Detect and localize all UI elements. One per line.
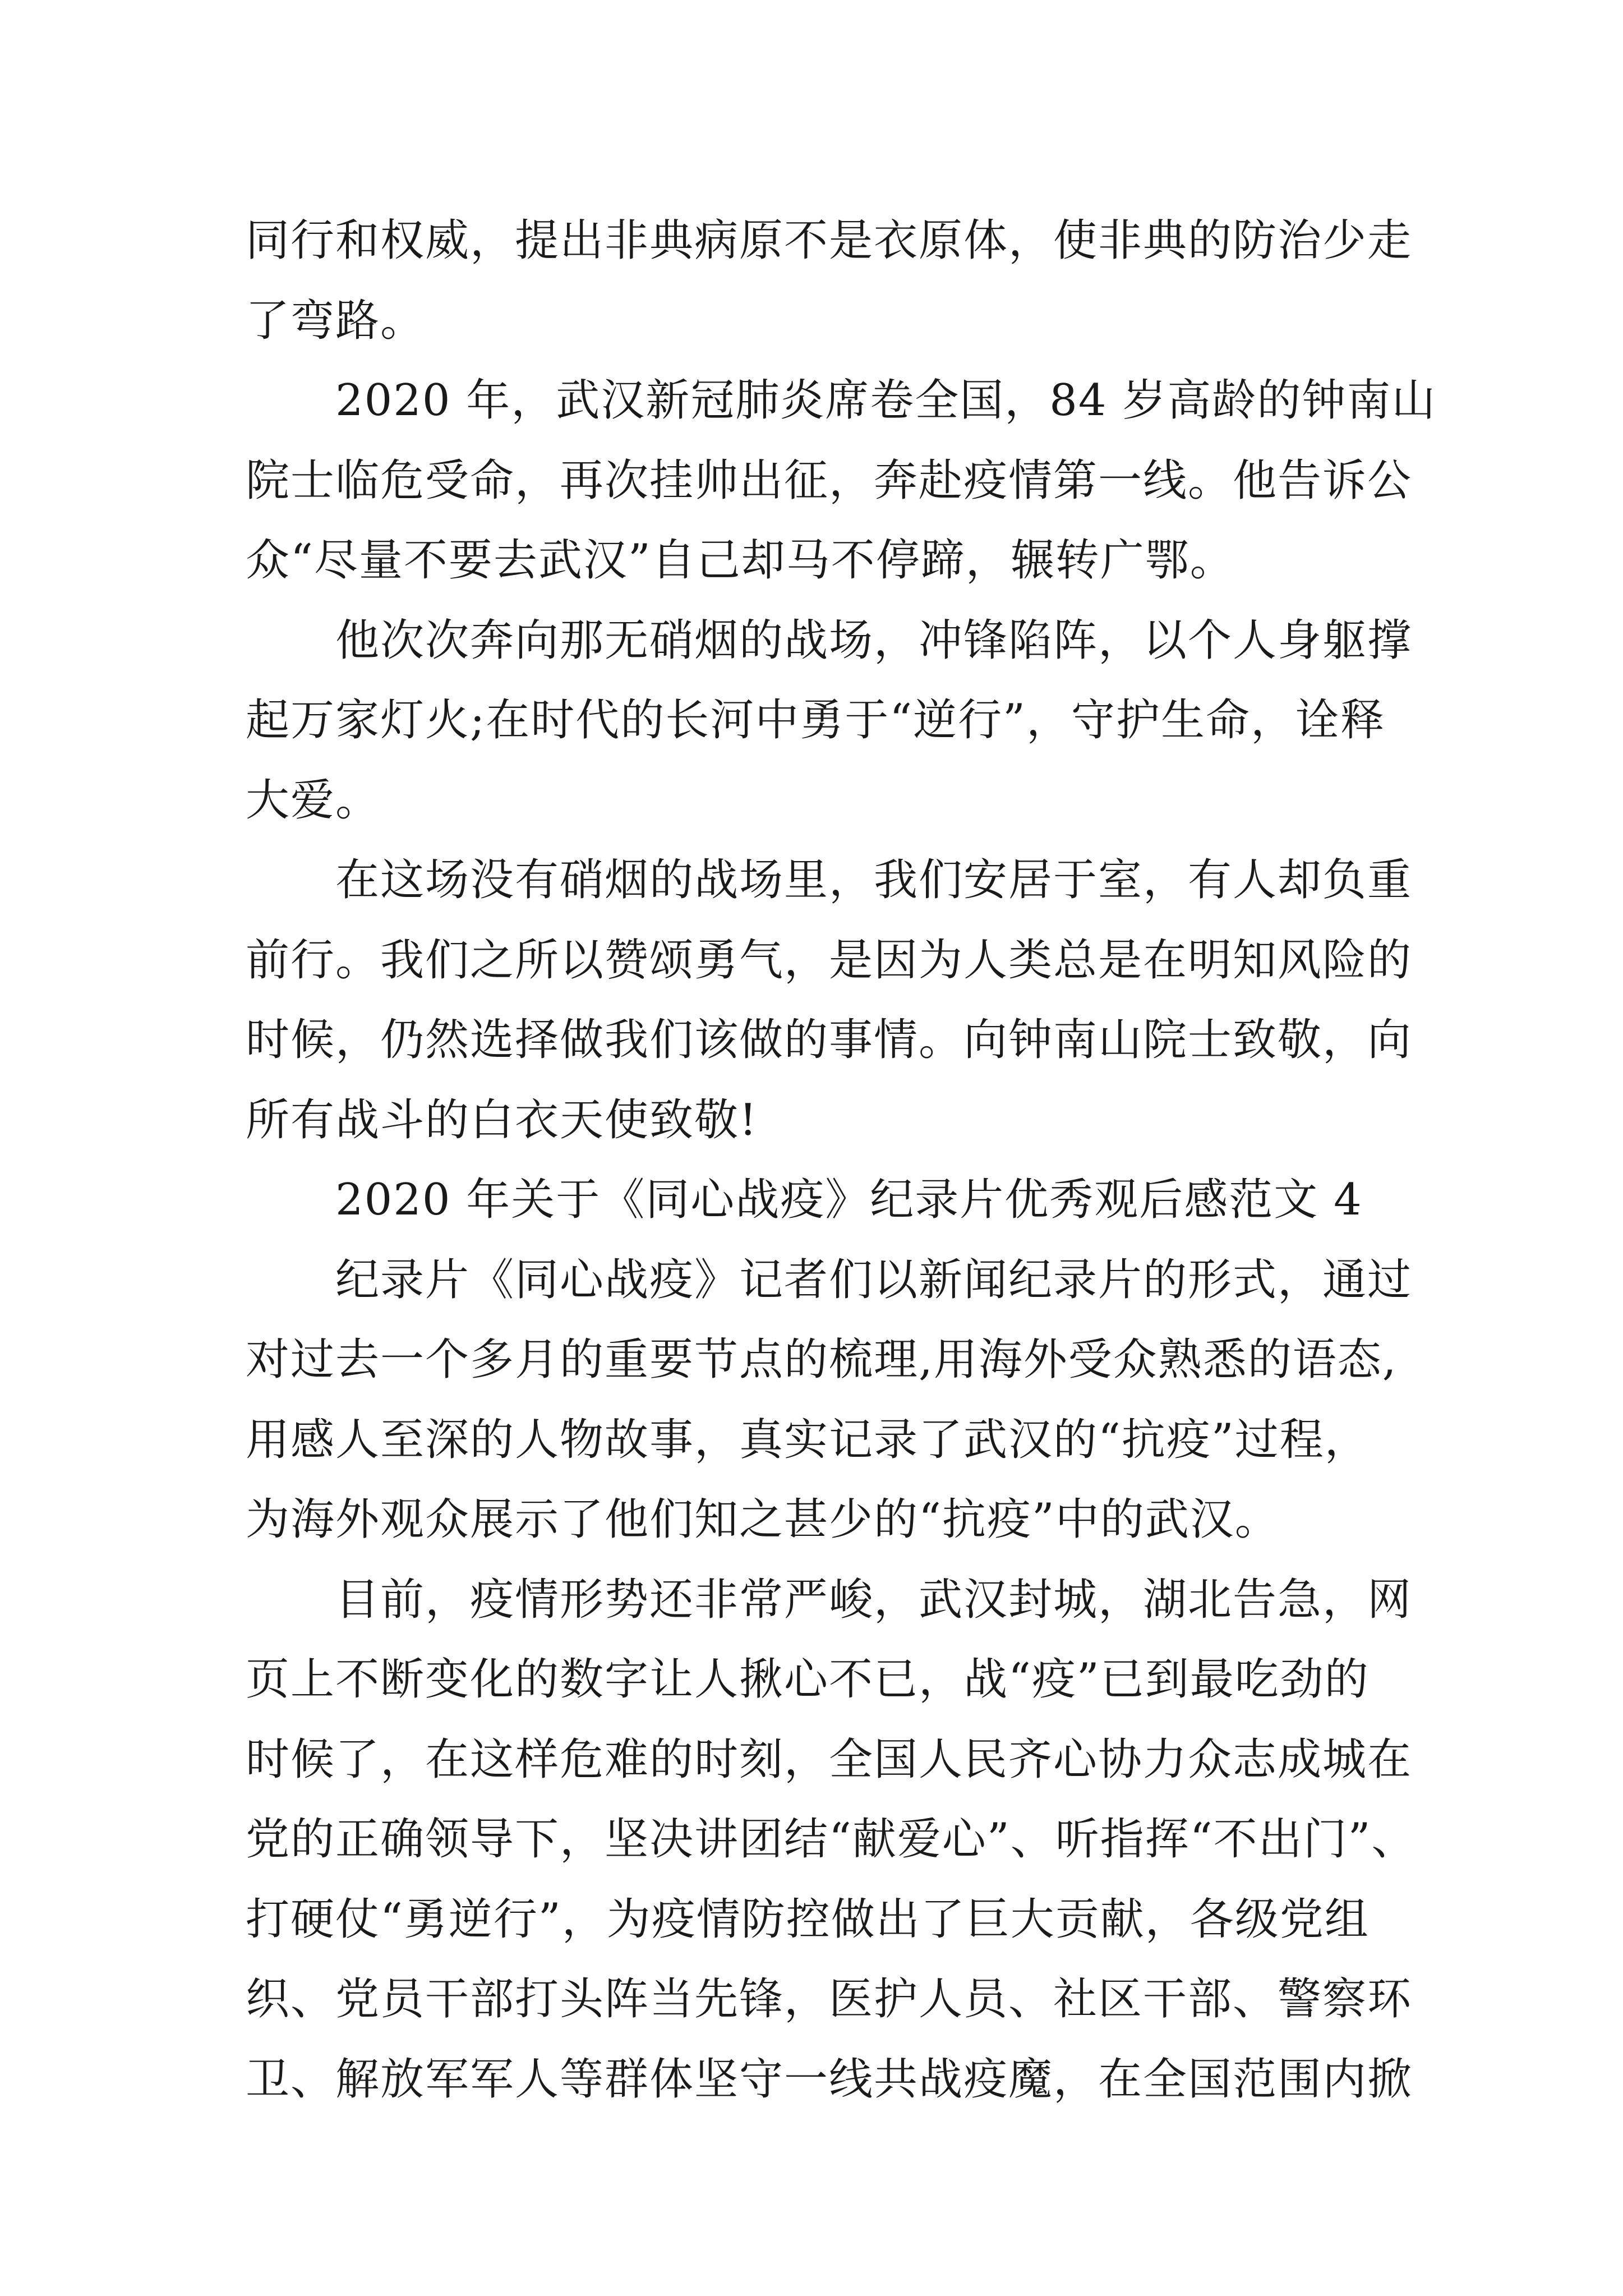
text-line: 党的正确领导下，坚决讲团结“献爱心”、听指挥“不出门”、 [246,1814,1417,1865]
text-line: 院士临危受命，再次挂帅出征，奔赴疫情第一线。他告诉公 [246,455,1413,506]
text-line: 时候，仍然选择做我们该做的事情。向钟南山院士致敬，向 [246,1015,1413,1065]
text-line: 纪录片《同心战疫》记者们以新闻纪录片的形式，通过 [335,1254,1413,1305]
text-line: 卫、解放军军人等群体坚守一线共战疫魔，在全国范围内掀 [246,2054,1413,2105]
text-line: 了弯路。 [246,295,426,346]
text-line: 在这场没有硝烟的战场里，我们安居于室，有人却负重 [335,855,1413,905]
text-line: 页上不断变化的数字让人揪心不已，战“疫”已到最吃劲的 [246,1654,1370,1705]
text-line: 同行和权威，提出非典病原不是衣原体，使非典的防治少走 [246,215,1413,266]
text-line: 目前，疫情形势还非常严峻，武汉封城，湖北告急，网 [335,1574,1413,1625]
text-line: 对过去一个多月的重要节点的梳理,用海外受众熟悉的语态, [246,1335,1398,1385]
text-line: 织、党员干部打头阵当先锋，医护人员、社区干部、警察环 [246,1974,1413,2024]
body-text [246,201,1437,2119]
text-line: 用感人至深的人物故事，真实记录了武汉的“抗疫”过程， [246,1414,1370,1465]
text-line: 2020 年，武汉新冠肺炎席卷全国，84 岁高龄的钟南山 [335,375,1437,426]
text-line: 打硬仗“勇逆行”，为疫情防控做出了巨大贡献，各级党组 [246,1894,1370,1945]
text-line: 为海外观众展示了他们知之甚少的“抗疫”中的武汉。 [246,1494,1280,1545]
text-line: 他次次奔向那无硝烟的战场，冲锋陷阵，以个人身躯撑 [335,615,1413,666]
section-heading: 2020 年关于《同心战疫》纪录片优秀观后感范文 4 [335,1175,1363,1225]
text-line: 所有战斗的白衣天使致敬! [246,1094,758,1145]
text-line: 起万家灯火;在时代的长河中勇于“逆行”，守护生命，诠释 [246,695,1386,746]
text-line: 前行。我们之所以赞颂勇气，是因为人类总是在明知风险的 [246,935,1413,986]
text-line: 时候了，在这样危难的时刻，全国人民齐心协力众志成城在 [246,1734,1413,1785]
text-line: 众“尽量不要去武汉”自己却马不停蹄，辗转广鄂。 [246,535,1235,586]
text-line: 大爱。 [246,775,381,826]
